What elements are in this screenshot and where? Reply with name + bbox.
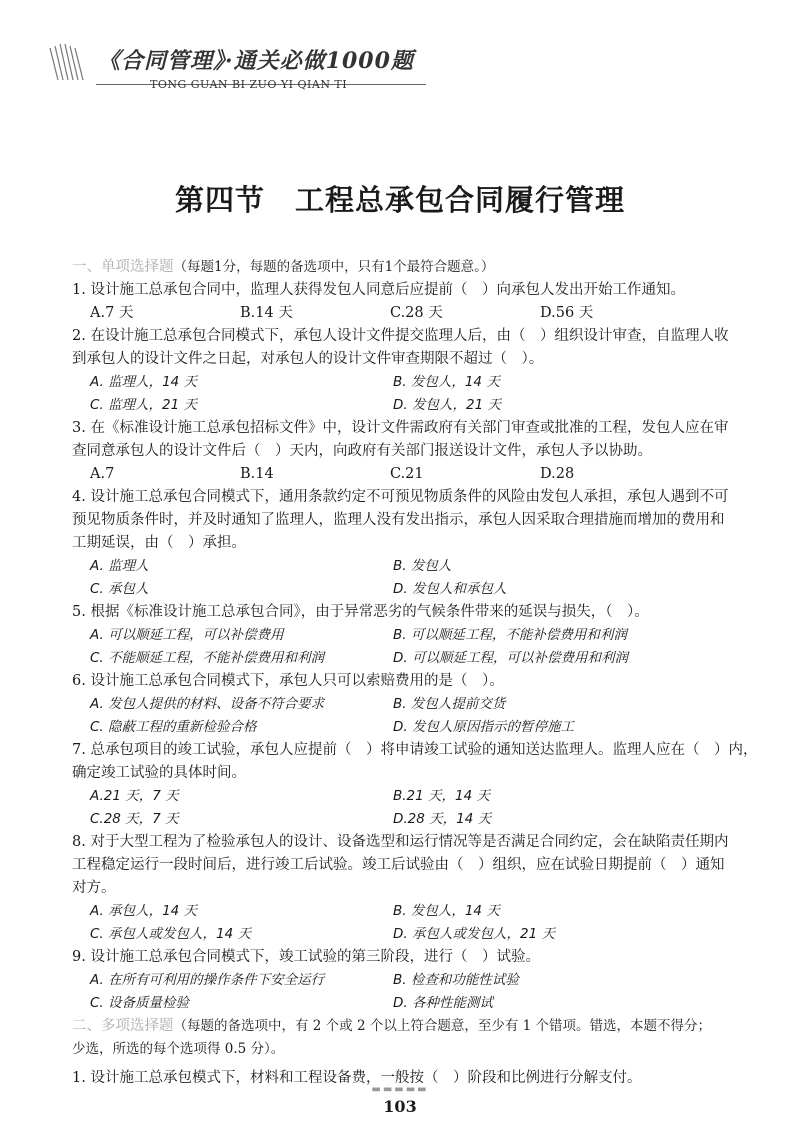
question-text-line: 1. 设计施工总承包合同中，监理人获得发包人同意后应提前（ ）向承包人发出开始工作通知。 xyxy=(72,282,685,298)
question-1 xyxy=(72,279,762,325)
option-d: D. 发包人，21 天 xyxy=(393,397,501,413)
option-row xyxy=(72,716,762,739)
option-a: A.7 天 xyxy=(90,305,134,321)
option-row xyxy=(72,578,762,601)
option-b: B. 可以顺延工程，不能补偿费用和利润 xyxy=(393,627,627,643)
option-d: D. 发包人原因指示的暂停施工 xyxy=(393,719,574,735)
option-a: A. 可以顺延工程，可以补偿费用 xyxy=(90,627,284,643)
part1-note: （每题1分，每题的备选项中，只有1个最符合题意。） xyxy=(173,259,495,275)
section-title: 第四节 工程总承包合同履行管理 xyxy=(174,183,625,217)
option-d: D.56 天 xyxy=(540,305,594,321)
multi-question-1: 1. 设计施工总承包模式下，材料和工程设备费，一般按（ ）阶段和比例进行分解支付。 xyxy=(72,1070,642,1086)
question-text-line: 9. 设计施工总承包合同模式下，竣工试验的第三阶段，进行（ ）试验。 xyxy=(72,949,540,965)
option-row xyxy=(72,900,762,923)
footer-ornament: ▬▬▬▬▬ xyxy=(371,1084,429,1095)
book-title: 《合同管理》·通关必做1000题 xyxy=(98,48,414,74)
question-text-line: 5. 根据《标准设计施工总承包合同》，由于异常恶劣的气候条件带来的延误与损失，（ ）。 xyxy=(72,604,649,620)
page-number: 103 xyxy=(383,1097,417,1116)
question-text-line: 工程稳定运行一段时间后，进行竣工后试验。竣工后试验由（ ）组织，应在试验日期提前（ ）通知 xyxy=(72,857,725,873)
option-a: A. 在所有可利用的操作条件下安全运行 xyxy=(90,972,325,988)
option-a: A. 监理人 xyxy=(90,558,149,574)
page-footer xyxy=(0,1084,800,1116)
option-row xyxy=(72,693,762,716)
part2-heading xyxy=(72,1015,762,1038)
part2-label: 二、多项选择题 xyxy=(72,1018,174,1034)
option-b: B.21 天，14 天 xyxy=(393,788,490,804)
question-text-line: 6. 设计施工总承包合同模式下，承包人只可以索赔费用的是（ ）。 xyxy=(72,673,504,689)
book-subtitle-pinyin: TONG GUAN BI ZUO YI QIAN TI xyxy=(150,78,348,91)
option-c: C. 设备质量检验 xyxy=(90,995,190,1011)
option-d: D.28 天，14 天 xyxy=(393,811,492,827)
question-8 xyxy=(72,831,762,946)
option-row xyxy=(72,394,762,417)
option-row xyxy=(72,923,762,946)
question-text-line: 预见物质条件时，并及时通知了监理人，监理人没有发出指示，承包人因采取合理措施而增加的费用和 xyxy=(72,512,725,528)
option-a: A. 发包人提供的材料、设备不符合要求 xyxy=(90,696,325,712)
option-c: C.28 天，7 天 xyxy=(90,811,179,827)
question-text-line: 4. 设计施工总承包合同模式下，通用条款约定不可预见物质条件的风险由发包人承担，承包人遇到不可 xyxy=(72,489,729,505)
option-b: B.14 xyxy=(240,466,274,482)
option-row xyxy=(72,371,762,394)
option-c: C. 承包人 xyxy=(90,581,149,597)
option-b: B. 检查和功能性试验 xyxy=(393,972,519,988)
question-text-line: 7. 总承包项目的竣工试验，承包人应提前（ ）将申请竣工试验的通知送达监理人。监理人应在（ ）内， xyxy=(72,742,758,758)
option-b: B. 发包人，14 天 xyxy=(393,374,500,390)
option-a: A. 承包人，14 天 xyxy=(90,903,198,919)
question-text-line: 对方。 xyxy=(72,880,116,896)
question-text-line: 到承包人的设计文件之日起，对承包人的设计文件审查期限不超过（ ）。 xyxy=(72,351,544,367)
option-d: D. 发包人和承包人 xyxy=(393,581,507,597)
part1-label: 一、单项选择题 xyxy=(72,259,174,275)
question-text-line: 查同意承包人的设计文件后（ ）天内，向政府有关部门报送设计文件，承包人予以协助。 xyxy=(72,443,652,459)
option-c: C. 隐蔽工程的重新检验合格 xyxy=(90,719,257,735)
option-row xyxy=(72,969,762,992)
option-d: D. 承包人或发包人，21 天 xyxy=(393,926,555,942)
option-c: C. 监理人，21 天 xyxy=(90,397,197,413)
book-series-logo-icon xyxy=(46,40,90,84)
question-7 xyxy=(72,739,762,831)
part2-note-line2: 少选，所选的每个选项得 0.5 分）。 xyxy=(72,1041,285,1057)
option-row xyxy=(72,808,762,831)
option-row xyxy=(72,463,762,486)
option-a: A.7 xyxy=(90,466,115,482)
question-2 xyxy=(72,325,762,417)
question-text-line: 3. 在《标准设计施工总承包招标文件》中，设计文件需政府有关部门审查或批准的工程，发包人应在审 xyxy=(72,420,729,436)
option-d: D. 各种性能测试 xyxy=(393,995,493,1011)
option-b: B. 发包人 xyxy=(393,558,452,574)
option-row xyxy=(72,302,762,325)
question-4 xyxy=(72,486,762,601)
question-text-line: 工期延误，由（ ）承担。 xyxy=(72,535,246,551)
question-5 xyxy=(72,601,762,670)
option-c: C. 承包人或发包人，14 天 xyxy=(90,926,251,942)
question-text-line: 确定竣工试验的具体时间。 xyxy=(72,765,246,781)
option-row xyxy=(72,624,762,647)
question-text-line: 8. 对于大型工程为了检验承包人的设计、设备选型和运行情况等是否满足合同约定，会在缺陷责任期内 xyxy=(72,834,729,850)
part2-note-line1: （每题的备选项中，有 2 个或 2 个以上符合题意，至少有 1 个错项。错选，本题不得分； xyxy=(173,1018,712,1034)
option-a: A.21 天，7 天 xyxy=(90,788,179,804)
option-a: A. 监理人，14 天 xyxy=(90,374,198,390)
question-text-line: 2. 在设计施工总承包合同模式下，承包人设计文件提交监理人后，由（ ）组织设计审查，自监理人收 xyxy=(72,328,729,344)
question-list xyxy=(72,256,762,1090)
option-d: D.28 xyxy=(540,466,575,482)
option-d: D. 可以顺延工程，可以补偿费用和利润 xyxy=(393,650,628,666)
page-header xyxy=(46,40,766,100)
question-3 xyxy=(72,417,762,486)
option-row xyxy=(72,992,762,1015)
option-c: C. 不能顺延工程，不能补偿费用和利润 xyxy=(90,650,325,666)
option-b: B. 发包人提前交货 xyxy=(393,696,506,712)
single-choice-questions xyxy=(72,279,762,1015)
question-6 xyxy=(72,670,762,739)
option-row xyxy=(72,555,762,578)
option-c: C.21 xyxy=(390,466,424,482)
option-b: B. 发包人，14 天 xyxy=(393,903,500,919)
option-row xyxy=(72,647,762,670)
option-b: B.14 天 xyxy=(240,305,293,321)
option-c: C.28 天 xyxy=(390,305,443,321)
question-9 xyxy=(72,946,762,1015)
part1-heading xyxy=(72,256,762,279)
option-row xyxy=(72,785,762,808)
